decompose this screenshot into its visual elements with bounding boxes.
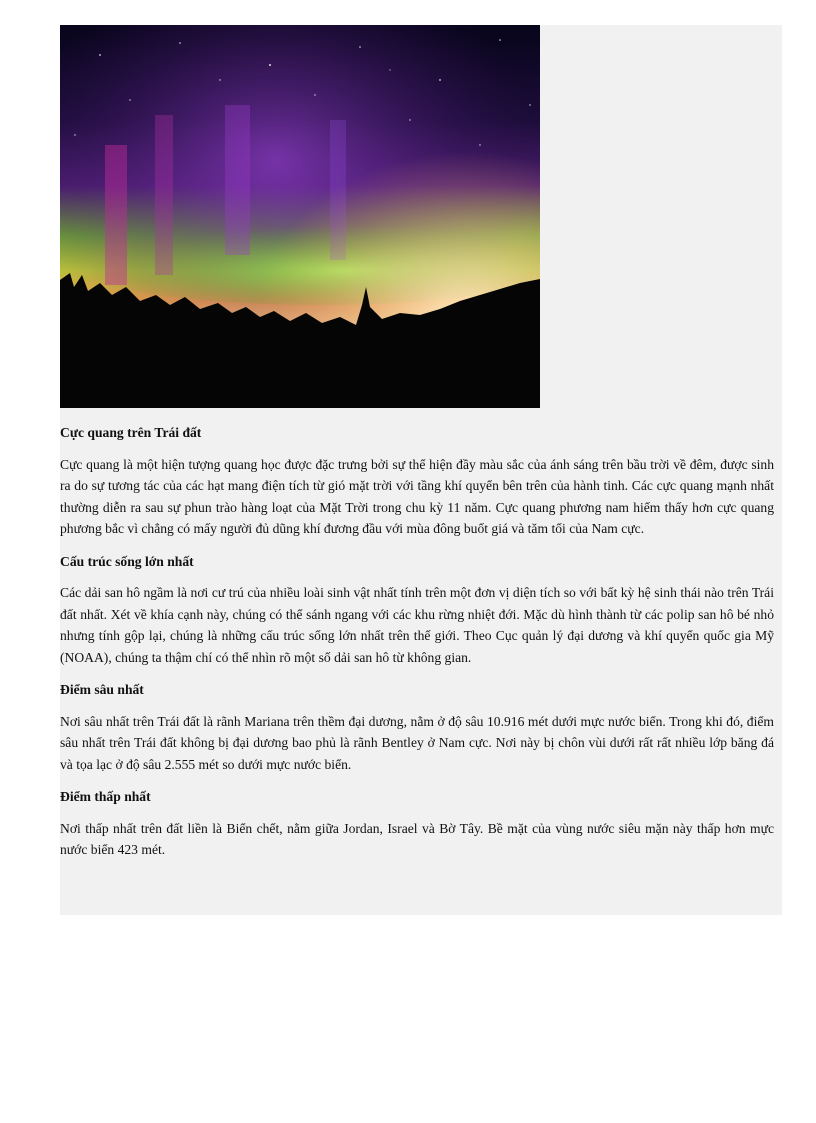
section-heading-living-structure: Cấu trúc sống lớn nhất — [60, 553, 194, 569]
section-heading-lowest-point: Điểm thấp nhất — [60, 789, 151, 804]
article-body — [60, 422, 774, 872]
section-paragraph-living-structure: Các dải san hô ngầm là nơi cư trú của nhiều loài sinh vật nhất tính trên một đơn vị diện tích so với bất kỳ hệ sinh thái nào trên Trái đất nhất. Xét về khía cạnh này, chúng có thể sánh ngang với các khu rừng nhiệt đới. Mặc dù hình thành từ các polip san hô bé nhỏ nhưng tính gộp lại, chúng là những cấu trúc sống lớn nhất trên thế giới. Theo Cục quản lý đại dương và khí quyển quốc gia Mỹ (NOAA), chúng ta thậm chí có thể nhìn rõ một số dải san hô từ không gian. — [60, 585, 774, 665]
aurora-photo — [60, 25, 540, 408]
document-page — [60, 25, 782, 915]
section-paragraph-aurora: Cực quang là một hiện tượng quang học được đặc trưng bởi sự thể hiện đầy màu sắc của ánh sáng trên bầu trời về đêm, được sinh ra do sự tương tác của các hạt mang điện tích từ gió mặt trời với tầng khí quyển bên trên của hành tinh. Các cực quang mạnh nhất thường diễn ra sau sự phun trào hàng loạt của Mặt Trời trong chu kỳ 11 năm. Cực quang phương nam hiếm thấy hơn cực quang phương bắc vì chẳng có mấy người đủ dũng khí đương đầu với mùa đông buốt giá và tăm tối của Nam cực. — [60, 456, 774, 536]
section-heading-deepest-point: Điểm sâu nhất — [60, 682, 144, 697]
section-paragraph-deepest-point: Nơi sâu nhất trên Trái đất là rãnh Mariana trên thềm đại dương, nằm ở độ sâu 10.916 mét dưới mực nước biển. Trong khi đó, điểm sâu nhất trên Trái đất không bị đại dương bao phủ là rãnh Bentley ở Nam cực. Nơi này bị chôn vùi dưới rất rất nhiều lớp băng đá và tọa lạc ở độ sâu 2.555 mét so dưới mực nước biển. — [60, 713, 774, 772]
section-paragraph-lowest-point: Nơi thấp nhất trên đất liền là Biển chết, nằm giữa Jordan, Israel và Bờ Tây. Bề mặt của vùng nước siêu mặn này thấp hơn mực nước biển 423 mét. — [60, 820, 774, 857]
section-heading-aurora: Cực quang trên Trái đất — [60, 425, 202, 440]
